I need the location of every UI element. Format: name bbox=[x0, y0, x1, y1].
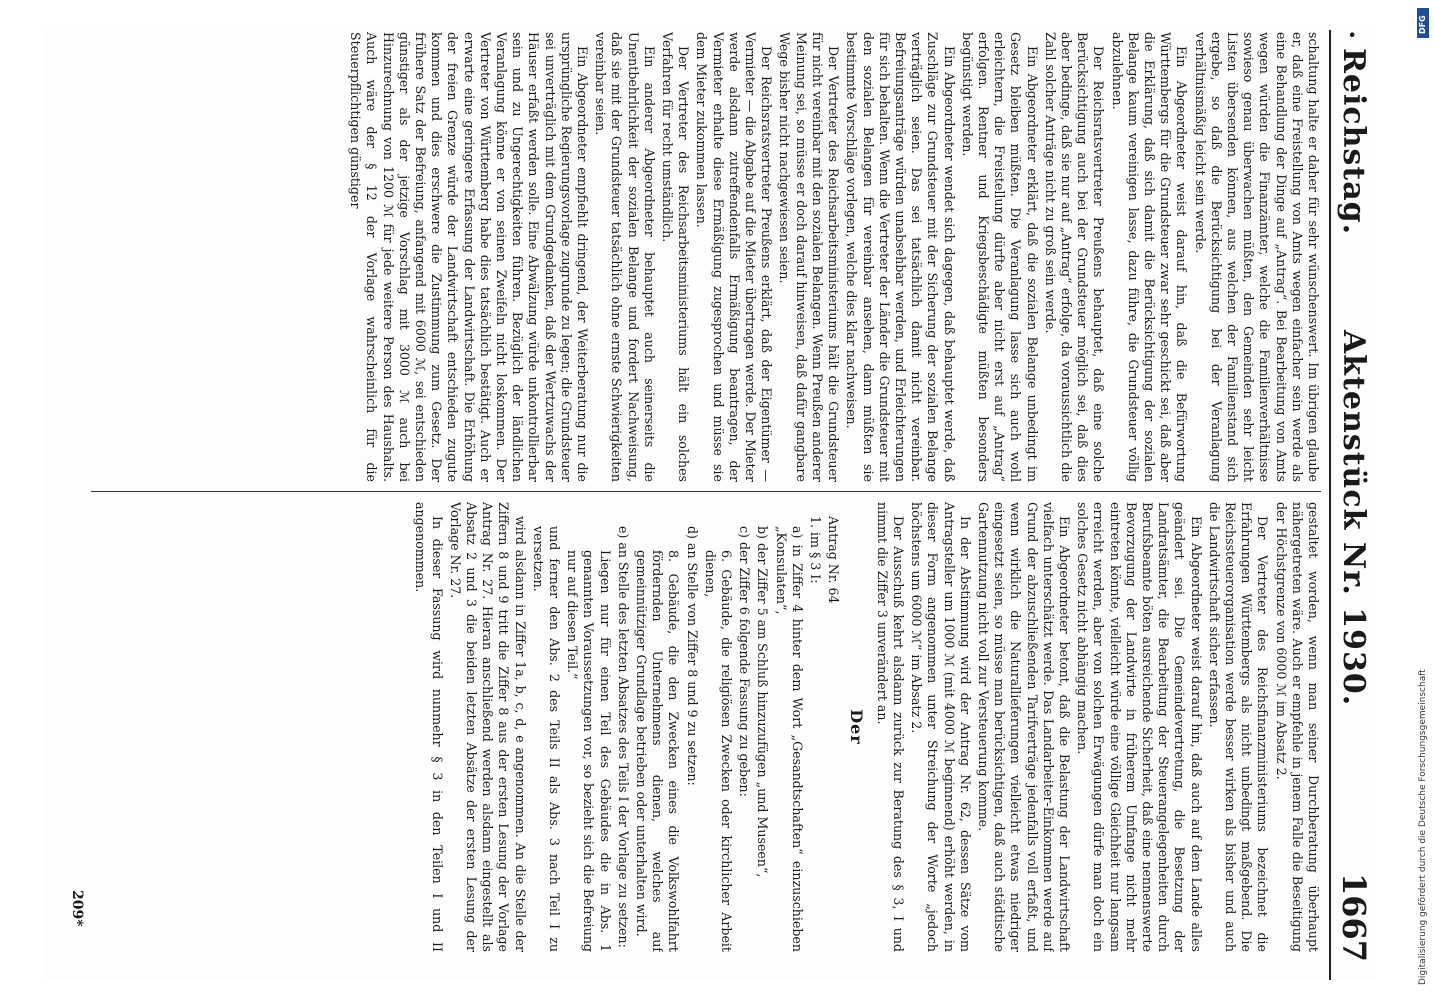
antrag-list-subitem: Liegen nur für einen Teil des Gebäudes die in Abs. 1 genannten Voraussetzungen vor, so bezieht sich die Befreiung nur auf diesen Teil.“ bbox=[565, 550, 613, 952]
left-paragraph: Der Reichsratsvertreter Preußens erklärt, daß der Eigentümer — Vermieter — die Abgabe auf die Mieter übertragen werde. Der Mieter werde alsdann zutreffendenfalls Ermäßigung beantragen, der Vermieter erhalte diese Ermäßigung zugesprochen und müsse sie dem Mieter zukommen lassen. bbox=[694, 32, 775, 482]
antrag-list-item: b) der Ziffer 5 am Schluß hinzuzufügen „und Museen“, bbox=[755, 526, 771, 878]
left-column bbox=[71, 32, 1321, 482]
left-paragraph: Der Vertreter des Reichsarbeitsministeriums hält die Grundsteuer für nicht vereinbar mit den sozialen Belangen. Wenn Preußen anderer Meinung sei, so müsse er doch darauf hinweisen, daß dafür gangbare Wege bisher nicht nachgewiesen seien. bbox=[777, 32, 842, 482]
antrag-list-subitem: 6. Gebäude, die religiösen Zwecken oder kirchlicher Arbeit dienen, bbox=[702, 550, 735, 952]
left-paragraph: Ein Abgeordneter weist darauf hin, daß die Befürwortung Württembergs für die Grundsteuer zwar sehr geschickt sei, daß aber die Erklärung, daß sich damit die Berücksichtigung der sozialen Belange kaum vereinigen lasse, dazu führe, die Grundsteuer völlig abzulehnen. bbox=[1109, 32, 1190, 482]
right-paragraph: Der Vertreter des Reichsfinanzministeriums bezeichnet die Erfahrungen Württembergs als nicht unbedingt maßgebend. Die Reichssteuerorganisation werde besser wirken als bisher und auch die Landwirtschaft sicher erfassen. bbox=[1206, 502, 1271, 952]
header-dot: • bbox=[1342, 30, 1361, 40]
dfg-logo-text: DFG bbox=[1418, 15, 1427, 34]
left-paragraph: schaltung halte er daher für sehr wünschenswert. Im übrigen glaube er, daß eine Freistellung von Amts wegen einfacher sein werde als eine Behandlung der Dinge auf „Antrag“. Bei Bearbeitung von Amts wegen würden die Finanzämter, welche die Familienverhältnisse sowieso genau überwachen müßten, den Gemeinden sehr leicht Listen übersenden können, aus welchen der Familienstand sich ergebe, so daß die Berücksichtigung bei der Veranlagung verhältnismäßig leicht sein werde. bbox=[1192, 32, 1321, 482]
antrag-list-item: c) der Ziffer 6 folgende Fassung zu geben: bbox=[737, 526, 753, 797]
left-paragraph: Ein Abgeordneter wendet sich dagegen, daß behauptet werde, daß Zuschläge zur Grundsteuer mit der Sicherung der sozialen Belange verträglich seien. Das sei tatsächlich damit nicht vereinbar. Befreiungsanträge würden unabsehbar werden, und Erleichterungen für sich behalten. Wenn die Vertreter der Länder die Grundsteuer mit den sozialen Belangen für vereinbar ansehen, dann müßten sie bestimmte Vorschläge vorlegen, welche dies klar nachweisen. bbox=[844, 32, 957, 482]
left-paragraph: Ein anderer Abgeordneter behauptet auch seinerseits die Unentbehrlichkeit der sozialen Belange und fordert Nachweisung, daß sie mit der Grundsteuer tatsächlich ohne ernste Schwierigkeiten vereinbar seien. bbox=[593, 32, 657, 482]
signature-mark: 209* bbox=[69, 890, 85, 927]
antrag-list bbox=[530, 502, 805, 952]
dfg-logo bbox=[1417, 8, 1429, 38]
antrag-list-item: a) in Ziffer 4 hinter dem Wort „Gesandtschaften“ einzuschieben „Konsulaten“, bbox=[773, 526, 805, 952]
antrag-list-item: e) an Stelle des letzten Absatzes des Teils I der Vorlage zu setzen: bbox=[615, 526, 631, 948]
right-column bbox=[71, 502, 1321, 952]
page-number: 1667 bbox=[1335, 872, 1373, 962]
antrag-heading: Antrag Nr. 64 bbox=[826, 516, 842, 604]
antrag-list-subitem: 8. Gebäude, die den Zwecken eines die Volkswohlfahrt fördernden Unternehmens dienen, welches auf gemeinnütziger Grundlage betrieben oder unterhalten wird. bbox=[634, 550, 682, 952]
antrag-list-item: d) an Stelle von Ziffer 8 und 9 zu setzen: bbox=[684, 526, 700, 786]
right-paragraph: In der Abstimmung wird der Antrag Nr. 62, dessen Sätze vom Antragsteller um 1000 ℳ (mit 4000 ℳ beginnend) erhöht werden, in dieser Form angenommen unter Streichung der Worte „jedoch höchstens um 6000 ℳ“ im Absatz 2. bbox=[909, 502, 973, 952]
right-paragraph: In dieser Fassung wird nunmehr § 3 in den Teilen I und II angenommen. bbox=[413, 502, 445, 952]
right-paragraph: Ein Abgeordneter weist darauf hin, daß auch auf dem Lande alles geändert sei. Die Gemeindevertretung, die Besetzung der Landratsämter, die Bearbeitung der Steuerangelegenheiten durch Berufsbeamte böten ausreichende Sicherheit, daß eine nennenswerte Bevorzugung der Landwirte in früherem Umfange nicht mehr eintreten könnte, vielleicht würde eine völlige Gleichheit nur langsam erreicht werden, aber von solchen Erwägungen dürfe man doch ein solches Gesetz nicht abhängig machen. bbox=[1075, 502, 1204, 952]
right-paragraph: wird alsdann in Ziffer 1a, b, c, d, e angenommen. An die Stelle der Ziffern 8 und 9 tritt die Ziffer 8 aus der ersten Lesung der Vorlage Antrag Nr. 27. Hieran anschließend werden alsdann eingestellt als Absatz 2 und 3 die beiden letzten Absätze der ersten Lesung der Vorlage Nr. 27. bbox=[447, 502, 528, 952]
header-document-number: Aktenstück Nr. 1930. bbox=[1336, 330, 1371, 707]
antrag-item: 1. im § 3 I: bbox=[808, 516, 824, 584]
column-divider bbox=[91, 491, 1321, 492]
rotated-page bbox=[45, 30, 1375, 980]
left-paragraph: Der Reichsratsvertreter Preußens behauptet, daß eine solche Berücksichtigung auch bei der Grundsteuer möglich sei, daß dies aber bedinge, daß sie nur auf „Antrag“ erfolge, da voraussichtlich die Zahl solcher Anträge nicht zu groß sein werde. bbox=[1042, 32, 1107, 482]
digitization-credit: Digitalisierung gefördert durch die Deutsche Forschungsgemeinschaft bbox=[1418, 669, 1428, 985]
left-paragraph: Ein Abgeordneter empfiehlt dringend, der Weiterberatung nur die ursprüngliche Regierungsvorlage zugrunde zu legen; die Grundsteuer sei unverträglich mit dem Grundgedanken, daß der Wertzuwachs der Häuser erfaßt werden solle. Eine Abwälzung würde unkontrollierbar sein und zu Ungerechtigkeiten führen. Bezüglich der ländlichen Veranlagung könne er von seinen Zweifeln nicht loskommen. Der Vertreter von Württemberg habe dies tatsächlich bestätigt. Auch er erwarte eine geringere Erfassung der Landwirtschaft. Die Erhöhung der freien Grenze würde der Landwirtschaft entschieden zugute kommen und dies erschwere die Zustimmung zum Gesetz. Der frühere Satz der Befreiung, anfangend mit 6000 ℳ, sei entschieden günstiger als der jetzige Vorschlag mit 3000 ℳ auch bei Hinzurechnung von 1200 ℳ für jede weitere Person des Haushalts. Auch wäre der § 12 der Vorlage wahrscheinlich für die Steuerpflichtigen günstiger bbox=[348, 32, 591, 482]
right-paragraph: Der Ausschuß kehrt alsdann zurück zur Beratung des § 3, I und nimmt die Ziffer 3 unverändert an. bbox=[874, 502, 906, 952]
antrag-list-item: und ferner den Abs. 2 des Teils II als Abs. 3 nach Teil I zu versetzen. bbox=[530, 526, 563, 952]
der-label: Der bbox=[846, 709, 866, 745]
left-paragraph: Ein Abgeordneter erklärt, daß die sozialen Belange unbedingt im Gesetz bleiben müßten. Die Veranlagung lasse sich auch wohl erleichtern, die Freistellung dürfte aber nicht erst auf „Antrag“ erfolgen. Rentner und Kriegsbeschädigte müßten besonders begünstigt werden. bbox=[959, 32, 1040, 482]
right-paragraph: Ein Abgeordneter betont, daß die Belastung der Landwirtschaft vielfach unterschätzt werde. Das Landarbeiter-Einkommen werde auf Grund der abzuschließenden Tarifverträge jedenfalls voll erfaßt, und wenn wirklich die Naturallieferungen vielleicht etwas niedriger eingesetzt seien, so müsse man berücksichtigen, daß auch städtische Gartennutzung nicht voll zur Versteuerung komme. bbox=[975, 502, 1072, 952]
page-header bbox=[1329, 30, 1375, 980]
header-section: Reichstag. bbox=[1336, 48, 1371, 236]
left-paragraph: Der Vertreter des Reichsarbeitsministeriums hält ein solches Verfahren für recht umständlich. bbox=[660, 32, 692, 482]
right-paragraph: gestaltet worden, wenn man seiner Durchberatung überhaupt nähergetreten wäre. Auch er empfehle in jenem Falle die Beseitigung der Höchstgrenze von 6000 ℳ im Absatz 2. bbox=[1273, 502, 1321, 952]
